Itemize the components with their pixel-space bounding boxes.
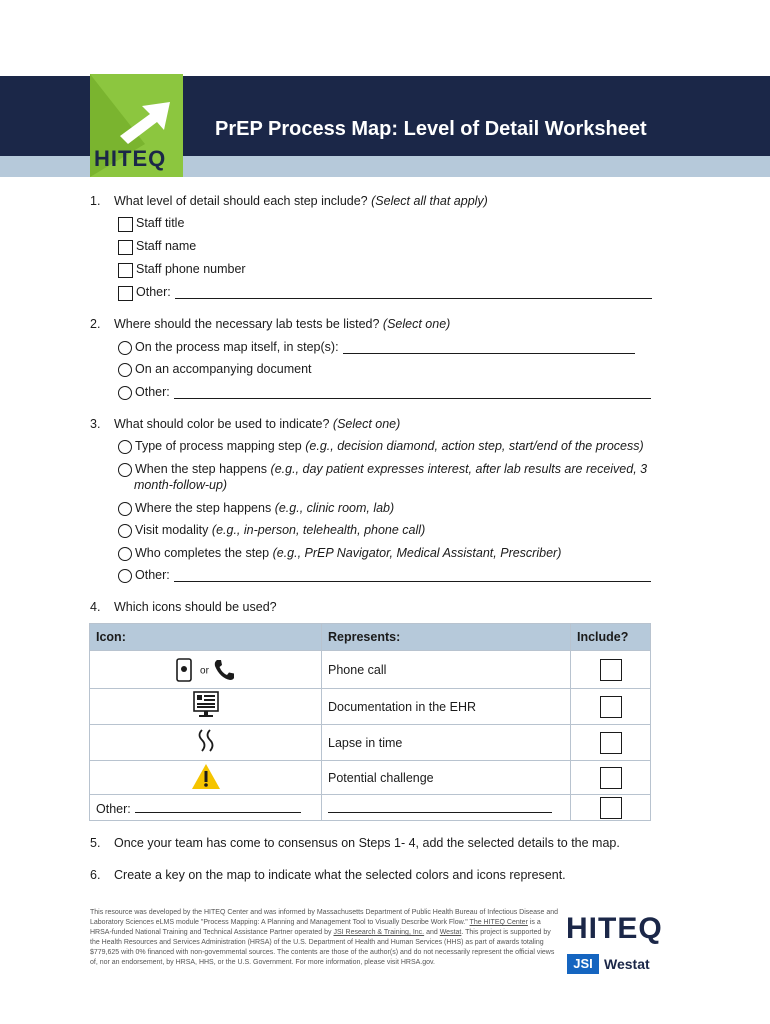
jsi-link[interactable]: JSI Research & Training, Inc. — [333, 929, 425, 936]
checkbox[interactable] — [118, 240, 133, 255]
instruction-text: Once your team has come to consensus on Steps 1- 4, add the selected details to the map. — [114, 836, 620, 850]
radio-button[interactable] — [118, 386, 132, 400]
include-cell[interactable] — [571, 761, 651, 795]
option-label: Who completes the step — [135, 546, 270, 560]
option-label: Other: — [135, 385, 170, 399]
hiteq-center-link[interactable]: The HITEQ Center — [469, 919, 528, 926]
radio-button[interactable] — [118, 341, 132, 355]
table-row — [90, 689, 651, 725]
lapse-wave-icon — [196, 728, 216, 754]
represents-cell: Phone call — [322, 651, 571, 689]
or-text: or — [200, 664, 209, 676]
include-checkbox[interactable] — [600, 767, 622, 789]
other-icon-fill-line[interactable] — [135, 799, 301, 813]
option-label: Where the step happens — [135, 501, 272, 515]
instruction-5 — [90, 836, 620, 850]
radio-where-step[interactable] — [118, 501, 394, 516]
option-example: (e.g., PrEP Navigator, Medical Assistant, Prescriber) — [272, 546, 562, 560]
other-fill-line[interactable] — [174, 568, 651, 582]
table-row — [90, 651, 651, 689]
radio-button[interactable] — [118, 463, 132, 477]
instruction-number: 6. — [90, 868, 101, 882]
question-hint: (Select one) — [382, 317, 451, 331]
option-label: Other: — [135, 568, 170, 582]
option-label: Staff name — [136, 239, 197, 253]
option-label: Staff title — [136, 216, 185, 230]
table-row-other — [90, 795, 651, 821]
include-checkbox[interactable] — [600, 696, 622, 718]
footer-text: and — [424, 929, 440, 936]
option-example: (e.g., decision diamond, action step, start/end of the process) — [305, 439, 644, 453]
table-row — [90, 725, 651, 761]
ehr-monitor-icon — [193, 691, 219, 719]
option-label: Visit modality — [135, 523, 209, 537]
column-header-include: Include? — [571, 624, 651, 651]
column-header-represents: Represents: — [322, 624, 571, 651]
question-1 — [90, 194, 488, 208]
other-fill-line[interactable] — [174, 385, 651, 399]
radio-process-map[interactable] — [118, 340, 635, 355]
question-text: Which icons should be used? — [114, 600, 277, 614]
question-2 — [90, 317, 450, 331]
checkbox-staff-name[interactable] — [118, 239, 196, 255]
checkbox-staff-title[interactable] — [118, 216, 184, 232]
westat-link[interactable]: Westat — [439, 929, 462, 936]
radio-button[interactable] — [118, 363, 132, 377]
other-fill-line[interactable] — [175, 285, 652, 299]
icon-cell — [90, 651, 322, 689]
question-number: 1. — [90, 194, 101, 208]
radio-button[interactable] — [118, 547, 132, 561]
radio-when-step[interactable] — [118, 462, 647, 477]
column-header-icon: Icon: — [90, 624, 322, 651]
hiteq-footer-logo: HITEQ — [566, 912, 663, 945]
instruction-6 — [90, 868, 566, 882]
footer-text: This resource was developed by the HITEQ Center and was informed by Massachusetts Department of Public Health Bureau of Infectious Disease and Laboratory Sciences eLMS module "Process Mapping: A Planning and Management Tool to Visually Describe Work Flow." — [90, 909, 559, 926]
option-label: Other: — [136, 285, 171, 299]
option-example: (e.g., in-person, telehealth, phone call) — [211, 523, 426, 537]
represents-cell: Lapse in time — [322, 725, 571, 761]
option-label: Type of process mapping step — [135, 439, 302, 453]
question-number: 2. — [90, 317, 101, 331]
icon-cell — [90, 761, 322, 795]
page-title: PrEP Process Map: Level of Detail Worksheet — [215, 118, 647, 140]
icon-cell — [90, 725, 322, 761]
question-text: Where should the necessary lab tests be listed? — [114, 317, 380, 331]
radio-other[interactable] — [118, 385, 651, 400]
option-label: On the process map itself, in step(s): — [135, 340, 339, 354]
option-example-continued: month-follow-up) — [134, 478, 228, 492]
checkbox[interactable] — [118, 286, 133, 301]
option-label: On an accompanying document — [135, 362, 312, 376]
jsi-logo: JSI — [567, 954, 599, 974]
radio-accompanying-doc[interactable] — [118, 362, 312, 377]
instruction-number: 5. — [90, 836, 101, 850]
question-hint: (Select all that apply) — [371, 194, 488, 208]
steps-fill-line[interactable] — [343, 340, 635, 354]
table-row — [90, 761, 651, 795]
represents-cell: Potential challenge — [322, 761, 571, 795]
question-hint: (Select one) — [332, 417, 401, 431]
include-cell[interactable] — [571, 651, 651, 689]
radio-button[interactable] — [118, 502, 132, 516]
include-cell[interactable] — [571, 689, 651, 725]
question-text: What should color be used to indicate? — [114, 417, 330, 431]
question-3 — [90, 417, 400, 431]
instruction-text: Create a key on the map to indicate what the selected colors and icons represent. — [114, 868, 566, 882]
radio-button[interactable] — [118, 524, 132, 538]
option-example: (e.g., day patient expresses interest, after lab results are received, 3 — [270, 462, 648, 476]
other-represents-fill-line[interactable] — [328, 799, 552, 813]
footer-text: . This project is supported by the Health Resources and Services Administration (HRSA) of the U.S. Department of Health and Human Services (HHS) as part of awards totaling $779,625 with 0% financed with non-governmental sources. The contents are those of the author(s) and do not necessarily represent the official views of, nor an endorsement, by HRSA, HHS, or the U.S. Government. For more information, please visit HRSA.gov. — [90, 929, 555, 966]
radio-other[interactable] — [118, 568, 651, 583]
hiteq-header-logo — [90, 74, 183, 177]
radio-button[interactable] — [118, 440, 132, 454]
include-checkbox[interactable] — [600, 659, 622, 681]
other-icon-cell[interactable] — [90, 795, 322, 821]
logo-text: HITEQ — [94, 146, 167, 171]
option-label: When the step happens — [135, 462, 268, 476]
other-represents-cell[interactable] — [322, 795, 571, 821]
include-cell[interactable] — [571, 795, 651, 821]
radio-type-of-step[interactable] — [118, 439, 644, 454]
checkbox[interactable] — [118, 263, 133, 278]
option-label: Staff phone number — [136, 262, 246, 276]
icons-table — [89, 623, 651, 821]
checkbox-staff-phone[interactable] — [118, 262, 246, 278]
footer-text: is a HRSA-funded National Training and Technical Assistance Partner operated by — [90, 919, 541, 936]
checkbox[interactable] — [118, 217, 133, 232]
table-header-row — [90, 624, 651, 651]
question-number: 4. — [90, 600, 101, 614]
phone-icon — [212, 658, 236, 682]
other-label: Other: — [96, 802, 131, 816]
westat-logo: Westat — [604, 956, 650, 972]
represents-cell: Documentation in the EHR — [322, 689, 571, 725]
include-cell[interactable] — [571, 725, 651, 761]
question-4 — [90, 600, 277, 614]
warning-icon — [191, 763, 221, 790]
radio-button[interactable] — [118, 569, 132, 583]
radio-visit-modality[interactable] — [118, 523, 425, 538]
include-checkbox[interactable] — [600, 732, 622, 754]
option-example: (e.g., clinic room, lab) — [274, 501, 395, 515]
question-number: 3. — [90, 417, 101, 431]
radio-who-completes[interactable] — [118, 546, 561, 561]
icon-cell — [90, 689, 322, 725]
mobile-phone-icon — [175, 658, 197, 682]
checkbox-other[interactable] — [118, 285, 652, 301]
question-text: What level of detail should each step include? — [114, 194, 368, 208]
include-checkbox[interactable] — [600, 797, 622, 819]
footer-disclaimer — [90, 908, 560, 968]
